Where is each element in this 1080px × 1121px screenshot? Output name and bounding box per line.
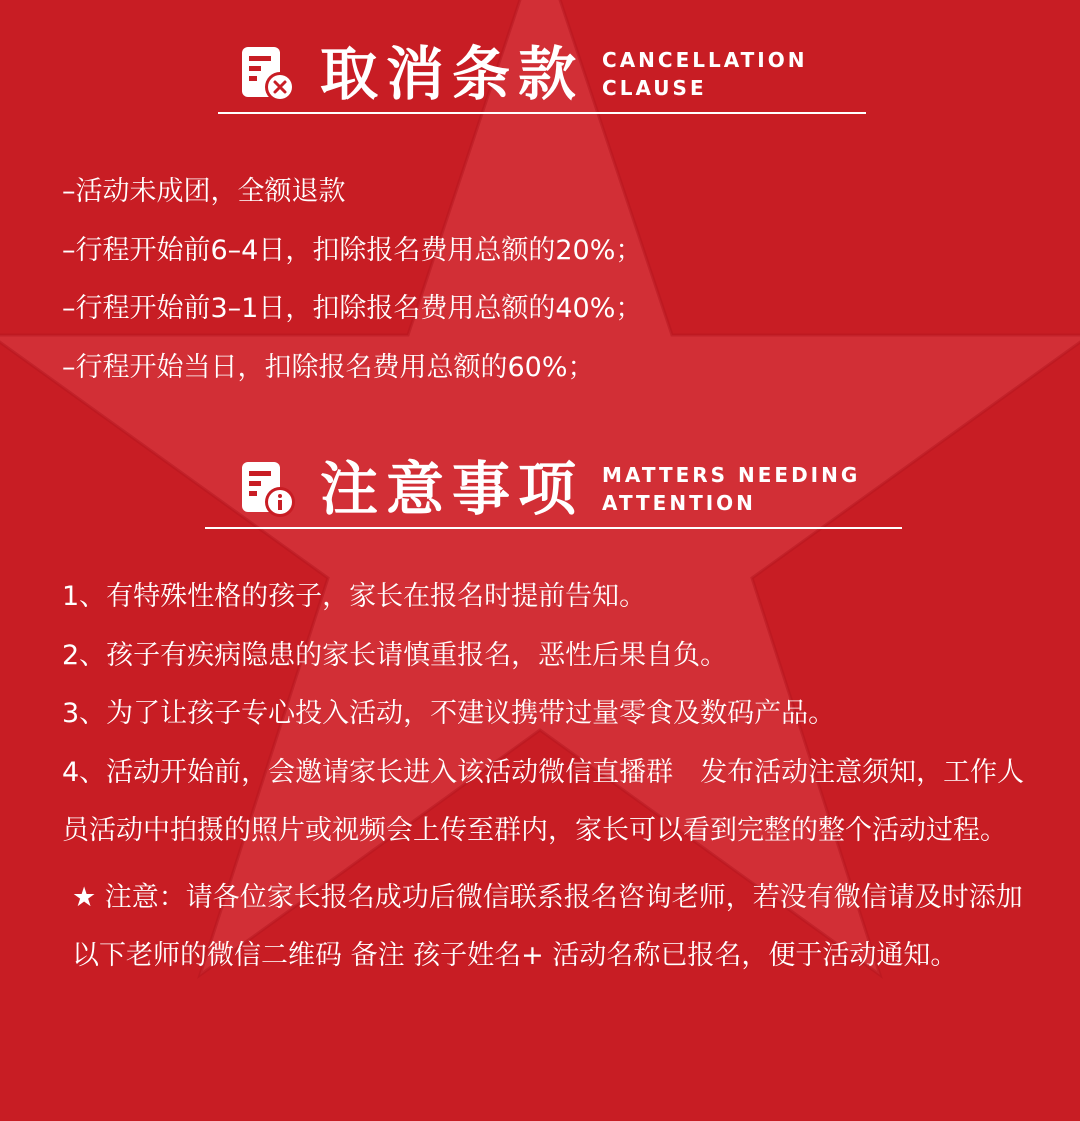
cancellation-list xyxy=(62,163,1032,397)
attention-subtitle xyxy=(602,461,860,517)
attention-list xyxy=(62,568,1032,986)
document-info-icon xyxy=(240,460,298,518)
attention-item: 2、孩子有疾病隐患的家长请慎重报名，恶性后果自负。 xyxy=(62,639,728,671)
cancellation-header xyxy=(240,40,808,108)
attention-subtitle-line2: ATTENTION xyxy=(602,491,756,515)
cancellation-subtitle-line1: CANCELLATION xyxy=(602,48,808,72)
cancellation-item: –行程开始前3–1日，扣除报名费用总额的40%； xyxy=(62,293,643,324)
attention-item: 1、有特殊性格的孩子，家长在报名时提前告知。 xyxy=(62,581,647,612)
attention-note: ★ 注意：请各位家长报名成功后微信联系报名咨询老师，若没有微信请及时添加以下老师的微信二维码 备注 孩子姓名+ 活动名称已报名，便于活动通知。 xyxy=(72,881,1023,971)
cancellation-item: –行程开始当日，扣除报名费用总额的60%； xyxy=(62,351,595,383)
cancellation-divider xyxy=(218,112,866,114)
cancellation-subtitle-line2: CLAUSE xyxy=(602,76,707,100)
cancellation-subtitle xyxy=(602,46,807,102)
cancellation-title: 取消条款 xyxy=(320,40,585,108)
attention-divider xyxy=(205,527,902,529)
cancellation-item: –活动未成团，全额退款 xyxy=(62,176,346,207)
attention-header xyxy=(240,455,861,523)
attention-item: 3、为了让孩子专心投入活动，不建议携带过量零食及数码产品。 xyxy=(62,698,836,729)
cancellation-item: –行程开始前6–4日，扣除报名费用总额的20%； xyxy=(62,234,643,266)
attention-title: 注意事项 xyxy=(320,455,585,523)
attention-item: 4、活动开始前，会邀请家长进入该活动微信直播群 发布活动注意须知，工作人员活动中拍摄的照片或视频会上传至群内，家长可以看到完整的整个活动过程。 xyxy=(62,756,1025,846)
document-cancel-icon xyxy=(240,45,298,103)
attention-subtitle-line1: MATTERS NEEDING xyxy=(602,463,861,487)
